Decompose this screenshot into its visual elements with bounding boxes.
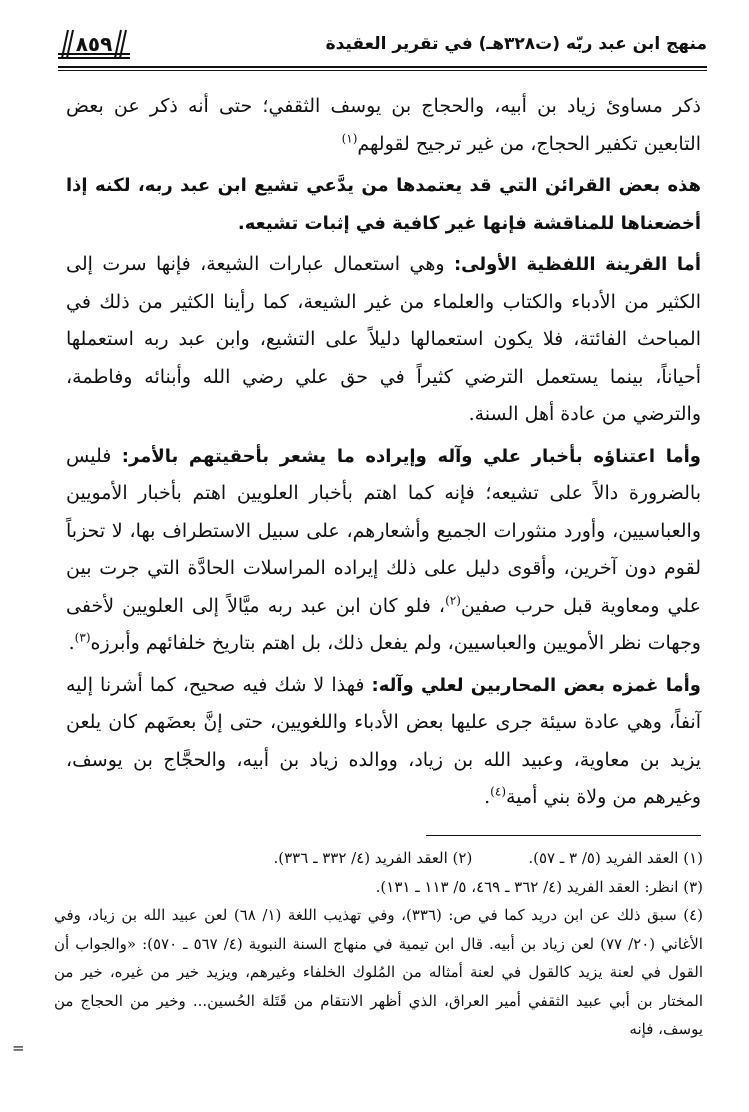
- paragraph-3-heading: أما القرينة اللفظية الأولى:: [453, 254, 701, 275]
- paragraph-4-heading: وأما اعتناؤه بأخبار علي وآله وإيراده ما يشعر بأحقيتهم بالأمر:: [121, 445, 701, 467]
- footnote-2: (٢) العقد الفريد (٤/ ٣٣٢ ـ ٣٣٦).: [273, 849, 473, 867]
- paragraph-5-heading: وأما غمزه بعض المحاربين لعلي وآله:: [371, 674, 701, 696]
- main-text: [66, 88, 701, 821]
- footnote-3: (٣) انظر: العقد الفريد (٤/ ٣٦٢ ـ ٤٦٩، ٥/ ١١٣ ـ ١٣١).: [375, 877, 703, 896]
- paragraph-1: ذكر مساوئ زياد بن أبيه، والحجاج بن يوسف الثقفي؛ حتى أنه ذكر عن بعض التابعين تكفير الحجاج، من غير ترجيح لقولهم$^{(١)}$: [66, 95, 701, 155]
- paragraph-5: وأما غمزه بعض المحاربين لعلي وآله: فهذا لا شك فيه صحيح، كما أشرنا إليه آنفاً، وهي عادة سيئة جرى عليها بعض الأدباء واللغويين، حتى إنَّ بعضَهم كان يلعن يزيد بن معاوية، وعبيد الله بن زياد، ووالده زياد بن أبيه، والحجَّاج بن يوسف، وغيرهم من ولاة بني أمية$^{(٤)}$.: [66, 673, 701, 808]
- footnotes: [54, 844, 703, 1044]
- header-rule-thin: [58, 70, 707, 71]
- header-title: منهج ابن عبد ربّه (ت٣٢٨هـ) في تقرير العقيدة: [325, 34, 707, 54]
- header-rule: [58, 66, 707, 68]
- paragraph-4: وأما اعتناؤه بأخبار علي وآله وإيراده ما يشعر بأحقيتهم بالأمر: فليس بالضرورة دالاً على تشيعه؛ فإنه كما اهتم بأخبار العلويين اهتم بأخبار الأمويين والعباسيين، وأورد منثورات الجميع وأشعارهم، على سبيل الاستطراف بها، لا تحزباً لقوم دون آخرين، وأقوى دليل على ذلك إيراده المراسلات الحادَّة التي جرت بين علي ومعاوية قبل حرب صفين$^{(٢)}$، فلو كان ابن عبد ربه ميَّالاً إلى العلويين لأخفى وجهات نظر الأمويين والعباسيين، ولم يفعل ذلك، بل اهتم بتاريخ خلفائهم وأبرزه$^{(٣)}$.: [66, 444, 702, 654]
- footnote-1: (١) العقد الفريد (٥/ ٣ ـ ٥٧).: [528, 849, 703, 867]
- continuation-mark: =: [12, 1039, 25, 1057]
- paragraph-3: أما القرينة اللفظية الأولى: وهي استعمال عبارات الشيعة، فإنها سرت إلى الكثير من الأدباء والكتاب والعلماء من غير الشيعة، كما رأينا الكثير من ذلك في المباحث الفائتة، فلا يكون استعمالها دليلاً على التشيع، وابن عبد ربه استعملها أحياناً، بينما يستعمل الترضي كثيراً في حق علي رضي الله وأبنائه وفاطمة، والترضي من عادة أهل السنة.: [66, 253, 702, 425]
- footnote-ref-2: (٢): [445, 593, 461, 608]
- footnote-4: (٤) سبق ذلك عن ابن دريد كما في ص: (٣٣٦)، وفي تهذيب اللغة (١/ ٦٨) لعن عبيد الله بن زياد، وفي الأغاني (٢٠/ ٧٧) لعن زياد بن أبيه. قال ابن تيمية في منهاج السنة النبوية (٤/ ٥٦٧ ـ ٥٧٠): «والجواب أن القول في لعنة يزيد كالقول في لعنة أمثاله من المُلوك الخلفاء وغيرهم، ويزيد خير من غيره، خير من المختار بن أبي عبيد الثقفي أمير العراق، الذي أظهر الانتقام من قَتَلة الحُسين... وخير من الحجاج من يوسف، فإنه: [54, 906, 703, 1038]
- footnote-ref-4: (٤): [490, 784, 506, 799]
- footnote-row-1-2: [54, 844, 703, 873]
- footnote-ref-1: (١): [341, 131, 358, 146]
- footnote-ref-3: (٣): [74, 630, 91, 645]
- page-number-frame: [58, 28, 130, 60]
- footnote-separator: [426, 835, 701, 836]
- paragraph-2: هذه بعض القرائن التي قد يعتمدها من يدَّعي تشيع ابن عبد ربه، لكنه إذا أخضعناها للمناقشة فإنها غير كافية في إثبات تشيعه.: [66, 175, 701, 234]
- page-number: ٨٥٩: [75, 32, 113, 56]
- running-header: [58, 28, 707, 64]
